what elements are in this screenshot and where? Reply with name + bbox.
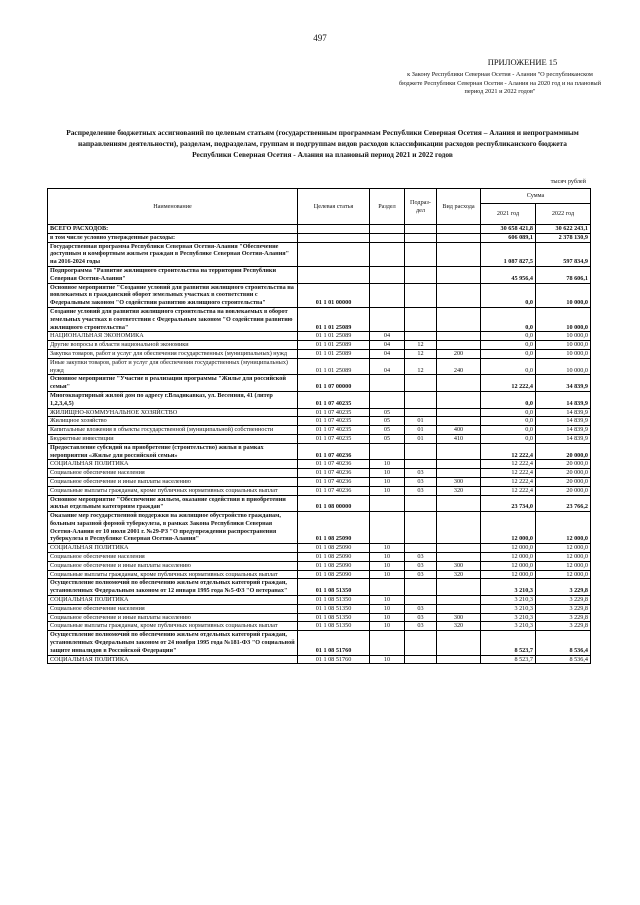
cell-sec (370, 375, 405, 392)
cell-sub (405, 544, 437, 553)
table-row (48, 596, 591, 605)
table-row (48, 570, 591, 579)
cell-y21: 3 210,3 (481, 579, 536, 596)
cell-code: 01 1 07 40236 (298, 469, 370, 478)
cell-vr (437, 375, 481, 392)
cell-name: Капитальные вложения в объекты государственной (муниципальной) собственности (48, 426, 298, 435)
cell-y22: 34 839,9 (536, 375, 591, 392)
cell-name: Предоставление субсидий на приобретение (строительство) жилья в рамках мероприятия «Жилье для российской семьи» (48, 443, 298, 460)
cell-sec: 05 (370, 426, 405, 435)
table-row (48, 225, 591, 234)
cell-code (298, 225, 370, 234)
cell-y22: 20 000,0 (536, 486, 591, 495)
cell-sec (370, 579, 405, 596)
cell-y21: 3 210,3 (481, 622, 536, 631)
cell-code: 01 1 01 25089 (298, 341, 370, 350)
law-reference: к Закону Республики Северная Осетия - Алания "О республиканском бюджете Республики Северная Осетия - Алания на 2020 год и на плановый период 2021 и 2022 годов" (398, 71, 602, 96)
cell-name: Бюджетные инвестиции (48, 434, 298, 443)
cell-y22: 2 378 130,9 (536, 233, 591, 242)
cell-name: Многоквартирный жилой дом по адресу г.Владикавказ, ул. Весенняя, 41 (литер 1,2,3,4,5) (48, 391, 298, 408)
cell-vr (437, 512, 481, 544)
cell-sec: 05 (370, 434, 405, 443)
cell-sub: 03 (405, 613, 437, 622)
cell-y21: 12 222,4 (481, 460, 536, 469)
appendix-label: ПРИЛОЖЕНИЕ 15 (487, 57, 558, 67)
cell-sec: 05 (370, 417, 405, 426)
col-header-name: Наименование (48, 189, 298, 225)
cell-sec: 04 (370, 358, 405, 375)
cell-name: НАЦИОНАЛЬНАЯ ЭКОНОМИКА (48, 332, 298, 341)
table-row (48, 332, 591, 341)
cell-name: Социальное обеспечение населения (48, 469, 298, 478)
cell-y21: 12 000,0 (481, 553, 536, 562)
col-header-section: Раздел (370, 189, 405, 225)
table-row (48, 495, 591, 512)
cell-name: Социальное обеспечение населения (48, 604, 298, 613)
cell-code: 01 1 07 40236 (298, 460, 370, 469)
cell-sub: 03 (405, 570, 437, 579)
cell-y21: 3 210,3 (481, 596, 536, 605)
cell-sec: 10 (370, 604, 405, 613)
cell-name: ВСЕГО РАСХОДОВ: (48, 225, 298, 234)
cell-y21: 12 222,4 (481, 443, 536, 460)
cell-sec (370, 443, 405, 460)
cell-y21: 0,0 (481, 391, 536, 408)
table-row (48, 341, 591, 350)
table-row (48, 242, 591, 266)
cell-y21: 12 000,0 (481, 544, 536, 553)
cell-sec: 10 (370, 486, 405, 495)
cell-sub (405, 443, 437, 460)
cell-name: СОЦИАЛЬНАЯ ПОЛИТИКА (48, 655, 298, 664)
cell-y22: 8 536,4 (536, 655, 591, 664)
cell-y21: 0,0 (481, 426, 536, 435)
cell-y22: 3 229,8 (536, 604, 591, 613)
cell-vr (437, 408, 481, 417)
cell-vr (437, 544, 481, 553)
cell-sub (405, 283, 437, 307)
cell-name: Основное мероприятие "Создание условий для развития жилищного строительства на вовлекаемых в гражданский оборот земельных участках в соответствии с Федеральным законом "О содействии развитию жилищного строительства" (48, 283, 298, 307)
table-row (48, 417, 591, 426)
cell-sub (405, 332, 437, 341)
cell-name: Закупка товаров, работ и услуг для обеспечения государственных (муниципальных) нужд (48, 349, 298, 358)
cell-vr (437, 596, 481, 605)
cell-code: 01 1 07 40236 (298, 486, 370, 495)
cell-code: 01 1 08 51350 (298, 613, 370, 622)
cell-y21: 12 222,4 (481, 486, 536, 495)
cell-sec: 10 (370, 544, 405, 553)
cell-vr (437, 225, 481, 234)
cell-sub (405, 408, 437, 417)
cell-vr (437, 460, 481, 469)
cell-y21: 0,0 (481, 408, 536, 417)
cell-sec (370, 283, 405, 307)
table-row (48, 349, 591, 358)
table-row (48, 283, 591, 307)
cell-sec: 10 (370, 553, 405, 562)
cell-code: 01 1 07 40235 (298, 434, 370, 443)
cell-y22: 20 000,0 (536, 469, 591, 478)
cell-y22: 3 229,8 (536, 579, 591, 596)
cell-name: Социальные выплаты гражданам, кроме публичных нормативных социальных выплат (48, 622, 298, 631)
cell-code: 01 1 07 40236 (298, 477, 370, 486)
cell-sub (405, 242, 437, 266)
cell-sec: 10 (370, 460, 405, 469)
cell-sec: 10 (370, 570, 405, 579)
cell-y22: 10 000,0 (536, 349, 591, 358)
cell-sec: 10 (370, 613, 405, 622)
cell-y22: 12 000,0 (536, 570, 591, 579)
cell-code: 01 1 01 25089 (298, 358, 370, 375)
cell-y22: 30 622 243,1 (536, 225, 591, 234)
table-row (48, 655, 591, 664)
cell-y21: 8 523,7 (481, 631, 536, 655)
col-header-2021: 2021 год (481, 204, 536, 225)
units-label: тысяч рублей (550, 178, 586, 185)
cell-sub: 01 (405, 417, 437, 426)
cell-y21: 12 000,0 (481, 570, 536, 579)
cell-vr: 240 (437, 358, 481, 375)
table-row (48, 434, 591, 443)
cell-y22: 23 766,2 (536, 495, 591, 512)
cell-vr: 410 (437, 434, 481, 443)
cell-y22: 10 000,0 (536, 332, 591, 341)
cell-name: Социальное обеспечение и иные выплаты населению (48, 477, 298, 486)
cell-y22: 14 839,9 (536, 417, 591, 426)
cell-y21: 23 734,0 (481, 495, 536, 512)
cell-sub (405, 596, 437, 605)
cell-name: Социальные выплаты гражданам, кроме публичных нормативных социальных выплат (48, 486, 298, 495)
cell-name: Государственная программа Республики Северная Осетия-Алания "Обеспечение доступным и комфортным жильем граждан в Республике Северная Осетия-Алания" на 2016-2024 годы (48, 242, 298, 266)
cell-sec: 05 (370, 408, 405, 417)
cell-sec: 10 (370, 596, 405, 605)
cell-vr: 200 (437, 349, 481, 358)
table-row (48, 307, 591, 331)
table-row (48, 604, 591, 613)
cell-sub (405, 655, 437, 664)
cell-code: 01 1 08 25090 (298, 512, 370, 544)
cell-name: Основное мероприятие "Обеспечение жильем, оказание содействия в приобретении жилья отдельным категориям граждан" (48, 495, 298, 512)
cell-sec: 10 (370, 655, 405, 664)
cell-vr (437, 655, 481, 664)
cell-sub: 03 (405, 561, 437, 570)
col-header-type: Вид расхода (437, 189, 481, 225)
cell-vr: 320 (437, 486, 481, 495)
col-header-subsection: Подраз-дел (405, 189, 437, 225)
cell-y22: 10 000,0 (536, 283, 591, 307)
cell-code: 01 1 07 00000 (298, 375, 370, 392)
cell-vr (437, 391, 481, 408)
table-body (48, 225, 591, 664)
cell-vr (437, 579, 481, 596)
cell-sec: 10 (370, 469, 405, 478)
cell-code: 01 1 08 51760 (298, 655, 370, 664)
cell-y22: 3 229,8 (536, 596, 591, 605)
cell-vr (437, 341, 481, 350)
cell-y22: 78 606,1 (536, 266, 591, 283)
table-row (48, 266, 591, 283)
cell-name: Социальное обеспечение и иные выплаты населению (48, 613, 298, 622)
cell-name: Социальное обеспечение и иные выплаты населению (48, 561, 298, 570)
cell-sec: 04 (370, 332, 405, 341)
cell-sec: 10 (370, 477, 405, 486)
cell-name: Социальное обеспечение населения (48, 553, 298, 562)
cell-y22: 12 000,0 (536, 512, 591, 544)
col-header-target: Целевая статья (298, 189, 370, 225)
cell-name: Осуществление полномочий по обеспечению жильем отдельных категорий граждан, установленных Федеральным законом от 24 ноября 1995 года №181-ФЗ "О социальной защите инвалидов в Российской Федерации" (48, 631, 298, 655)
cell-code: 01 1 01 00000 (298, 283, 370, 307)
cell-vr (437, 604, 481, 613)
cell-y22: 14 839,9 (536, 391, 591, 408)
cell-sec (370, 242, 405, 266)
cell-sub: 03 (405, 469, 437, 478)
cell-vr: 400 (437, 426, 481, 435)
cell-vr (437, 495, 481, 512)
cell-vr: 300 (437, 477, 481, 486)
cell-sec (370, 233, 405, 242)
cell-vr (437, 283, 481, 307)
cell-code: 01 1 07 40235 (298, 391, 370, 408)
table-row (48, 443, 591, 460)
table-row (48, 375, 591, 392)
table-row (48, 233, 591, 242)
cell-y21: 0,0 (481, 341, 536, 350)
cell-name: СОЦИАЛЬНАЯ ПОЛИТИКА (48, 544, 298, 553)
cell-y21: 12 222,4 (481, 469, 536, 478)
cell-code (298, 242, 370, 266)
cell-sub (405, 391, 437, 408)
cell-code: 01 1 08 51760 (298, 631, 370, 655)
cell-name: ЖИЛИЩНО-КОММУНАЛЬНОЕ ХОЗЯЙСТВО (48, 408, 298, 417)
cell-code: 01 1 08 25090 (298, 570, 370, 579)
cell-vr (437, 233, 481, 242)
cell-sub (405, 460, 437, 469)
page-number: 497 (313, 33, 327, 43)
cell-sub: 12 (405, 349, 437, 358)
cell-name: в том числе условно утвержденные расходы: (48, 233, 298, 242)
cell-y22: 12 000,0 (536, 553, 591, 562)
cell-code: 01 1 08 25090 (298, 553, 370, 562)
cell-sub (405, 225, 437, 234)
cell-name: Осуществление полномочий по обеспечению жильем отдельных категорий граждан, установленных Федеральным законом от 12 января 1995 года №5-ФЗ "О ветеранах" (48, 579, 298, 596)
table-row (48, 553, 591, 562)
cell-sub: 12 (405, 341, 437, 350)
cell-sub (405, 495, 437, 512)
cell-code: 01 1 07 40235 (298, 426, 370, 435)
col-header-sum: Сумма (481, 189, 591, 204)
col-header-2022: 2022 год (536, 204, 591, 225)
cell-code: 01 1 01 25089 (298, 349, 370, 358)
cell-vr: 300 (437, 613, 481, 622)
cell-sec: 10 (370, 561, 405, 570)
cell-vr (437, 631, 481, 655)
cell-sec (370, 225, 405, 234)
cell-vr (437, 307, 481, 331)
table-row (48, 544, 591, 553)
cell-name: Жилищное хозяйство (48, 417, 298, 426)
cell-sub: 03 (405, 622, 437, 631)
cell-vr: 300 (437, 561, 481, 570)
cell-vr (437, 443, 481, 460)
cell-sub (405, 512, 437, 544)
cell-y21: 0,0 (481, 307, 536, 331)
cell-name: Основное мероприятие "Участие в реализации программы "Жилье для российской семьи" (48, 375, 298, 392)
cell-sub (405, 307, 437, 331)
cell-y21: 0,0 (481, 358, 536, 375)
cell-sub: 03 (405, 553, 437, 562)
cell-name: Другие вопросы в области национальной экономики (48, 341, 298, 350)
cell-code: 01 1 08 00000 (298, 495, 370, 512)
cell-sec (370, 512, 405, 544)
cell-y21: 3 210,3 (481, 604, 536, 613)
cell-vr (437, 553, 481, 562)
cell-sub: 01 (405, 434, 437, 443)
cell-y22: 10 000,0 (536, 341, 591, 350)
table-row (48, 631, 591, 655)
cell-y22: 12 000,0 (536, 544, 591, 553)
cell-sec (370, 631, 405, 655)
cell-y21: 0,0 (481, 283, 536, 307)
table-row (48, 426, 591, 435)
cell-name: СОЦИАЛЬНАЯ ПОЛИТИКА (48, 460, 298, 469)
cell-code (298, 266, 370, 283)
budget-table (47, 188, 591, 664)
cell-sub: 03 (405, 486, 437, 495)
cell-sec (370, 307, 405, 331)
cell-y21: 12 222,4 (481, 477, 536, 486)
cell-vr (437, 469, 481, 478)
document-title: Распределение бюджетных ассигнований по целевым статьям (государственным программам Республики Северная Осетия – Алания и непрограммным направлениям деятельности), разделам, подразделам, группам и подгруппам видов расходов классификации расходов республиканского бюджета Республики Северная Осетия - Алания на плановый период 2021 и 2022 годов (66, 128, 579, 159)
cell-code: 01 1 08 51350 (298, 604, 370, 613)
cell-vr (437, 266, 481, 283)
cell-y22: 14 839,9 (536, 408, 591, 417)
cell-vr (437, 332, 481, 341)
table-row (48, 613, 591, 622)
cell-y21: 0,0 (481, 417, 536, 426)
cell-y22: 3 229,8 (536, 622, 591, 631)
cell-y21: 12 222,4 (481, 375, 536, 392)
table-row (48, 391, 591, 408)
cell-code: 01 1 08 51350 (298, 622, 370, 631)
cell-sec: 04 (370, 349, 405, 358)
cell-y22: 8 536,4 (536, 631, 591, 655)
table-row (48, 460, 591, 469)
cell-code: 01 1 07 40236 (298, 443, 370, 460)
table-row (48, 561, 591, 570)
table-row (48, 486, 591, 495)
cell-y22: 14 839,9 (536, 426, 591, 435)
table-row (48, 622, 591, 631)
cell-y21: 3 210,3 (481, 613, 536, 622)
cell-sub (405, 233, 437, 242)
cell-sec: 04 (370, 341, 405, 350)
cell-y22: 20 000,0 (536, 443, 591, 460)
cell-y21: 12 000,0 (481, 512, 536, 544)
cell-code (298, 233, 370, 242)
table-row (48, 358, 591, 375)
table-row (48, 469, 591, 478)
cell-sec (370, 495, 405, 512)
cell-vr (437, 417, 481, 426)
cell-sub: 03 (405, 477, 437, 486)
table-row (48, 579, 591, 596)
cell-sub (405, 579, 437, 596)
cell-code: 01 1 08 51350 (298, 596, 370, 605)
cell-y21: 0,0 (481, 349, 536, 358)
table-row (48, 408, 591, 417)
cell-y21: 0,0 (481, 434, 536, 443)
cell-y21: 45 956,4 (481, 266, 536, 283)
cell-vr: 320 (437, 622, 481, 631)
cell-y21: 30 658 421,8 (481, 225, 536, 234)
cell-sub (405, 375, 437, 392)
cell-name: СОЦИАЛЬНАЯ ПОЛИТИКА (48, 596, 298, 605)
cell-code: 01 1 08 25090 (298, 561, 370, 570)
cell-y21: 12 000,0 (481, 561, 536, 570)
cell-code: 01 1 08 51350 (298, 579, 370, 596)
cell-sub: 03 (405, 604, 437, 613)
cell-sub (405, 631, 437, 655)
cell-sub: 12 (405, 358, 437, 375)
cell-name: Подпрограмма "Развитие жилищного строительства на территории Республики Северная Осетия-Алания" (48, 266, 298, 283)
cell-y21: 0,0 (481, 332, 536, 341)
cell-y22: 20 000,0 (536, 460, 591, 469)
cell-sec: 10 (370, 622, 405, 631)
cell-y22: 20 000,0 (536, 477, 591, 486)
cell-y22: 10 000,0 (536, 307, 591, 331)
cell-y22: 12 000,0 (536, 561, 591, 570)
cell-y22: 10 000,0 (536, 358, 591, 375)
cell-name: Создание условий для развития жилищного строительства на вовлекаемых в оборот земельных участках в соответствии с Федеральным законом "О содействии развитию жилищного строительства" (48, 307, 298, 331)
cell-code: 01 1 07 40235 (298, 408, 370, 417)
cell-name: Иные закупки товаров, работ и услуг для обеспечения государственных (муниципальных) нужд (48, 358, 298, 375)
table-row (48, 512, 591, 544)
cell-vr (437, 242, 481, 266)
cell-y21: 606 089,1 (481, 233, 536, 242)
cell-y21: 1 087 827,5 (481, 242, 536, 266)
cell-code: 01 1 01 25089 (298, 307, 370, 331)
cell-name: Оказание мер государственной поддержки на жилищное обустройство гражданам, больным заразной формой туберкулеза, в рамках Закона Республики Северная Осетия-Алания от 10 июля 2001 г. №29-РЗ "О предупреждении распространения туберкулеза в Республике Северная Осетия-Алания" (48, 512, 298, 544)
cell-y21: 8 523,7 (481, 655, 536, 664)
cell-code: 01 1 08 25090 (298, 544, 370, 553)
cell-sec (370, 391, 405, 408)
cell-y22: 597 834,9 (536, 242, 591, 266)
cell-name: Социальные выплаты гражданам, кроме публичных нормативных социальных выплат (48, 570, 298, 579)
cell-code: 01 1 07 40235 (298, 417, 370, 426)
cell-y22: 14 839,9 (536, 434, 591, 443)
cell-sec (370, 266, 405, 283)
cell-code: 01 1 01 25089 (298, 332, 370, 341)
cell-vr: 320 (437, 570, 481, 579)
table-row (48, 477, 591, 486)
cell-y22: 3 229,8 (536, 613, 591, 622)
cell-sub (405, 266, 437, 283)
cell-sub: 01 (405, 426, 437, 435)
